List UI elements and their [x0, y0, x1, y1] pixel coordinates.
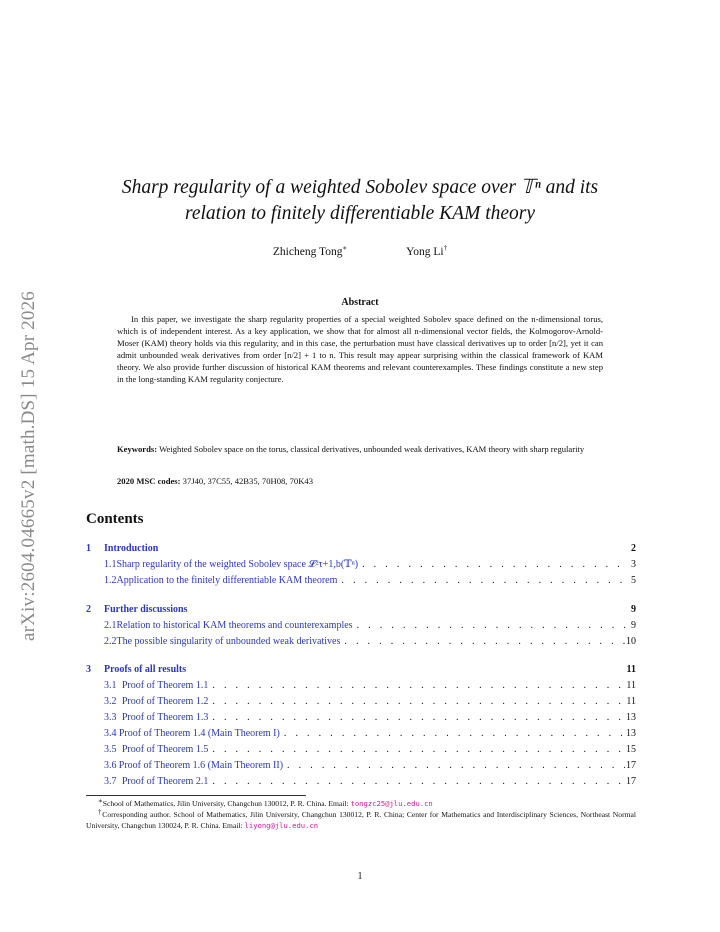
- footnote-text: Corresponding author. School of Mathematics, Jilin University, Changchun 130012, P. R. China; Center for Mathematics and Interdisciplinary Sciences, Northeast Normal University, Changchun 130024, P. R. China. Email:: [86, 810, 636, 830]
- toc-subsection-3-3[interactable]: [86, 711, 636, 725]
- toc-section-number: 1: [86, 543, 91, 554]
- footnote-mark: †: [98, 808, 103, 816]
- toc-subsection-number: 2.2: [104, 636, 117, 647]
- toc-section-label[interactable]: Introduction: [104, 543, 159, 554]
- toc-subsection-label[interactable]: Proof of Theorem 1.5: [121, 744, 209, 755]
- toc-page-number: 11: [626, 664, 636, 675]
- footnote-mark: ∗: [98, 797, 103, 805]
- toc-subsection-number: 1.1: [104, 559, 117, 570]
- toc-section-label[interactable]: Further discussions: [104, 604, 188, 615]
- toc-subsection-label[interactable]: Application to the finitely differentiable KAM theorem: [116, 575, 338, 586]
- keywords-text: Weighted Sobolev space on the torus, classical derivatives, unbounded weak derivatives, KAM theory with sharp regularity: [159, 444, 585, 454]
- author-name: Zhicheng Tong: [272, 246, 343, 258]
- toc-subsection-number: 3.2: [104, 696, 117, 707]
- toc-subsection-number: 3.7: [104, 776, 117, 787]
- toc-page-number: 3: [631, 559, 636, 570]
- toc-subsection-2-2[interactable]: [86, 635, 636, 649]
- author-1: [273, 246, 347, 258]
- toc-subsection-3-7[interactable]: [86, 775, 636, 789]
- footnotes: [86, 798, 636, 831]
- toc-subsection-label[interactable]: Proof of Theorem 1.6 (Main Theorem II): [118, 760, 284, 771]
- toc-page-number: 13: [626, 728, 636, 739]
- keywords-label: Keywords:: [117, 444, 158, 454]
- toc-subsection-3-2[interactable]: [86, 695, 636, 709]
- title-line-2: relation to finitely differentiable KAM theory: [184, 203, 536, 224]
- toc-subsection-label[interactable]: Proof of Theorem 2.1: [121, 776, 209, 787]
- author-name: Yong Li: [406, 246, 444, 258]
- author-2: [406, 246, 447, 258]
- toc-subsection-number: 3.3: [104, 712, 117, 723]
- page-number: 1: [357, 871, 363, 882]
- toc-page-number: 13: [626, 712, 636, 723]
- email-link[interactable]: liyong@jlu.edu.cn: [244, 821, 319, 830]
- toc-subsection-label[interactable]: Proof of Theorem 1.3: [121, 712, 209, 723]
- toc-subsection-label[interactable]: Proof of Theorem 1.2: [121, 696, 209, 707]
- paper-title: [60, 175, 660, 227]
- toc-page-number: 10: [626, 636, 636, 647]
- toc-section-2[interactable]: [86, 603, 636, 617]
- abstract-body: In this paper, we investigate the sharp regularity properties of a special weighted Sobolev space defined on the n-dimensional torus, which is of independent interest. As a key application, we show that for almost all n-dimensional vector fields, the Kolmogorov-Arnold-Moser (KAM) theory holds via this regularity, and in this case, the perturbation must have classical derivatives up to order [n/2], yet it can admit unbounded weak derivatives from order [n/2] + 1 to n. This result may appear surprising within the classical framework of KAM theory. We also provide further discussion of historical KAM theorems and relevant counterexamples. These findings constitute a new step in the long-standing KAM regularity conjecture.: [117, 314, 603, 385]
- toc-subsection-label[interactable]: Sharp regularity of the weighted Sobolev space 𝓛²τ+1,b(𝕋ⁿ): [116, 559, 359, 570]
- msc-label: 2020 MSC codes:: [117, 476, 181, 486]
- toc-subsection-label[interactable]: The possible singularity of unbounded weak derivatives: [116, 636, 341, 647]
- keywords: [117, 443, 603, 455]
- toc-subsection-label[interactable]: Proof of Theorem 1.4 (Main Theorem I): [118, 728, 280, 739]
- toc-subsection-1-1[interactable]: [86, 558, 636, 572]
- arxiv-sidebar-stamp: arXiv:2604.04665v2 [math.DS] 15 Apr 2026: [18, 291, 39, 641]
- footnote-2: [86, 809, 636, 831]
- toc-section-1[interactable]: [86, 542, 636, 556]
- toc-subsection-number: 3.6: [104, 760, 117, 771]
- toc-subsection-label[interactable]: Relation to historical KAM theorems and counterexamples: [116, 620, 353, 631]
- footnote-text: School of Mathematics, Jilin University, Changchun 130012, P. R. China. Email:: [102, 799, 351, 808]
- title-line-1: Sharp regularity of a weighted Sobolev space over 𝕋ⁿ and its: [121, 177, 599, 198]
- toc-page-number: 15: [626, 744, 636, 755]
- author-list: [0, 246, 720, 258]
- toc-section-label[interactable]: Proofs of all results: [104, 664, 187, 675]
- author-footnote-mark[interactable]: ∗: [342, 244, 348, 252]
- toc-subsection-number: 3.4: [104, 728, 117, 739]
- footnote-1: [86, 798, 636, 809]
- toc-subsection-number: 3.5: [104, 744, 117, 755]
- toc-section-number: 3: [86, 664, 91, 675]
- footnote-rule: [86, 795, 306, 796]
- toc-section-number: 2: [86, 604, 91, 615]
- toc-page-number: 17: [626, 776, 636, 787]
- toc-subsection-3-4[interactable]: [86, 727, 636, 741]
- toc-subsection-3-1[interactable]: [86, 679, 636, 693]
- toc-section-3[interactable]: [86, 663, 636, 677]
- toc-page-number: 2: [631, 543, 636, 554]
- toc-page-number: 5: [631, 575, 636, 586]
- msc-text: 37J40, 37C55, 42B35, 70H08, 70K43: [182, 476, 314, 486]
- toc-subsection-label[interactable]: Proof of Theorem 1.1: [121, 680, 209, 691]
- toc-page-number: 9: [631, 620, 636, 631]
- toc-page-number: 11: [626, 696, 636, 707]
- toc-subsection-number: 2.1: [104, 620, 117, 631]
- toc-page-number: 11: [626, 680, 636, 691]
- toc-subsection-1-2[interactable]: [86, 574, 636, 588]
- toc-subsection-number: 1.2: [104, 575, 117, 586]
- toc-page-number: 17: [626, 760, 636, 771]
- abstract-heading: Abstract: [341, 297, 379, 308]
- toc-subsection-number: 3.1: [104, 680, 117, 691]
- toc-subsection-3-5[interactable]: [86, 743, 636, 757]
- toc-subsection-3-6[interactable]: [86, 759, 636, 773]
- msc-codes: [117, 476, 603, 486]
- toc-page-number: 9: [631, 604, 636, 615]
- toc-subsection-2-1[interactable]: [86, 619, 636, 633]
- email-link[interactable]: tongzc25@jlu.edu.cn: [350, 799, 433, 808]
- contents-heading: Contents: [86, 511, 144, 527]
- author-footnote-mark[interactable]: †: [443, 244, 448, 252]
